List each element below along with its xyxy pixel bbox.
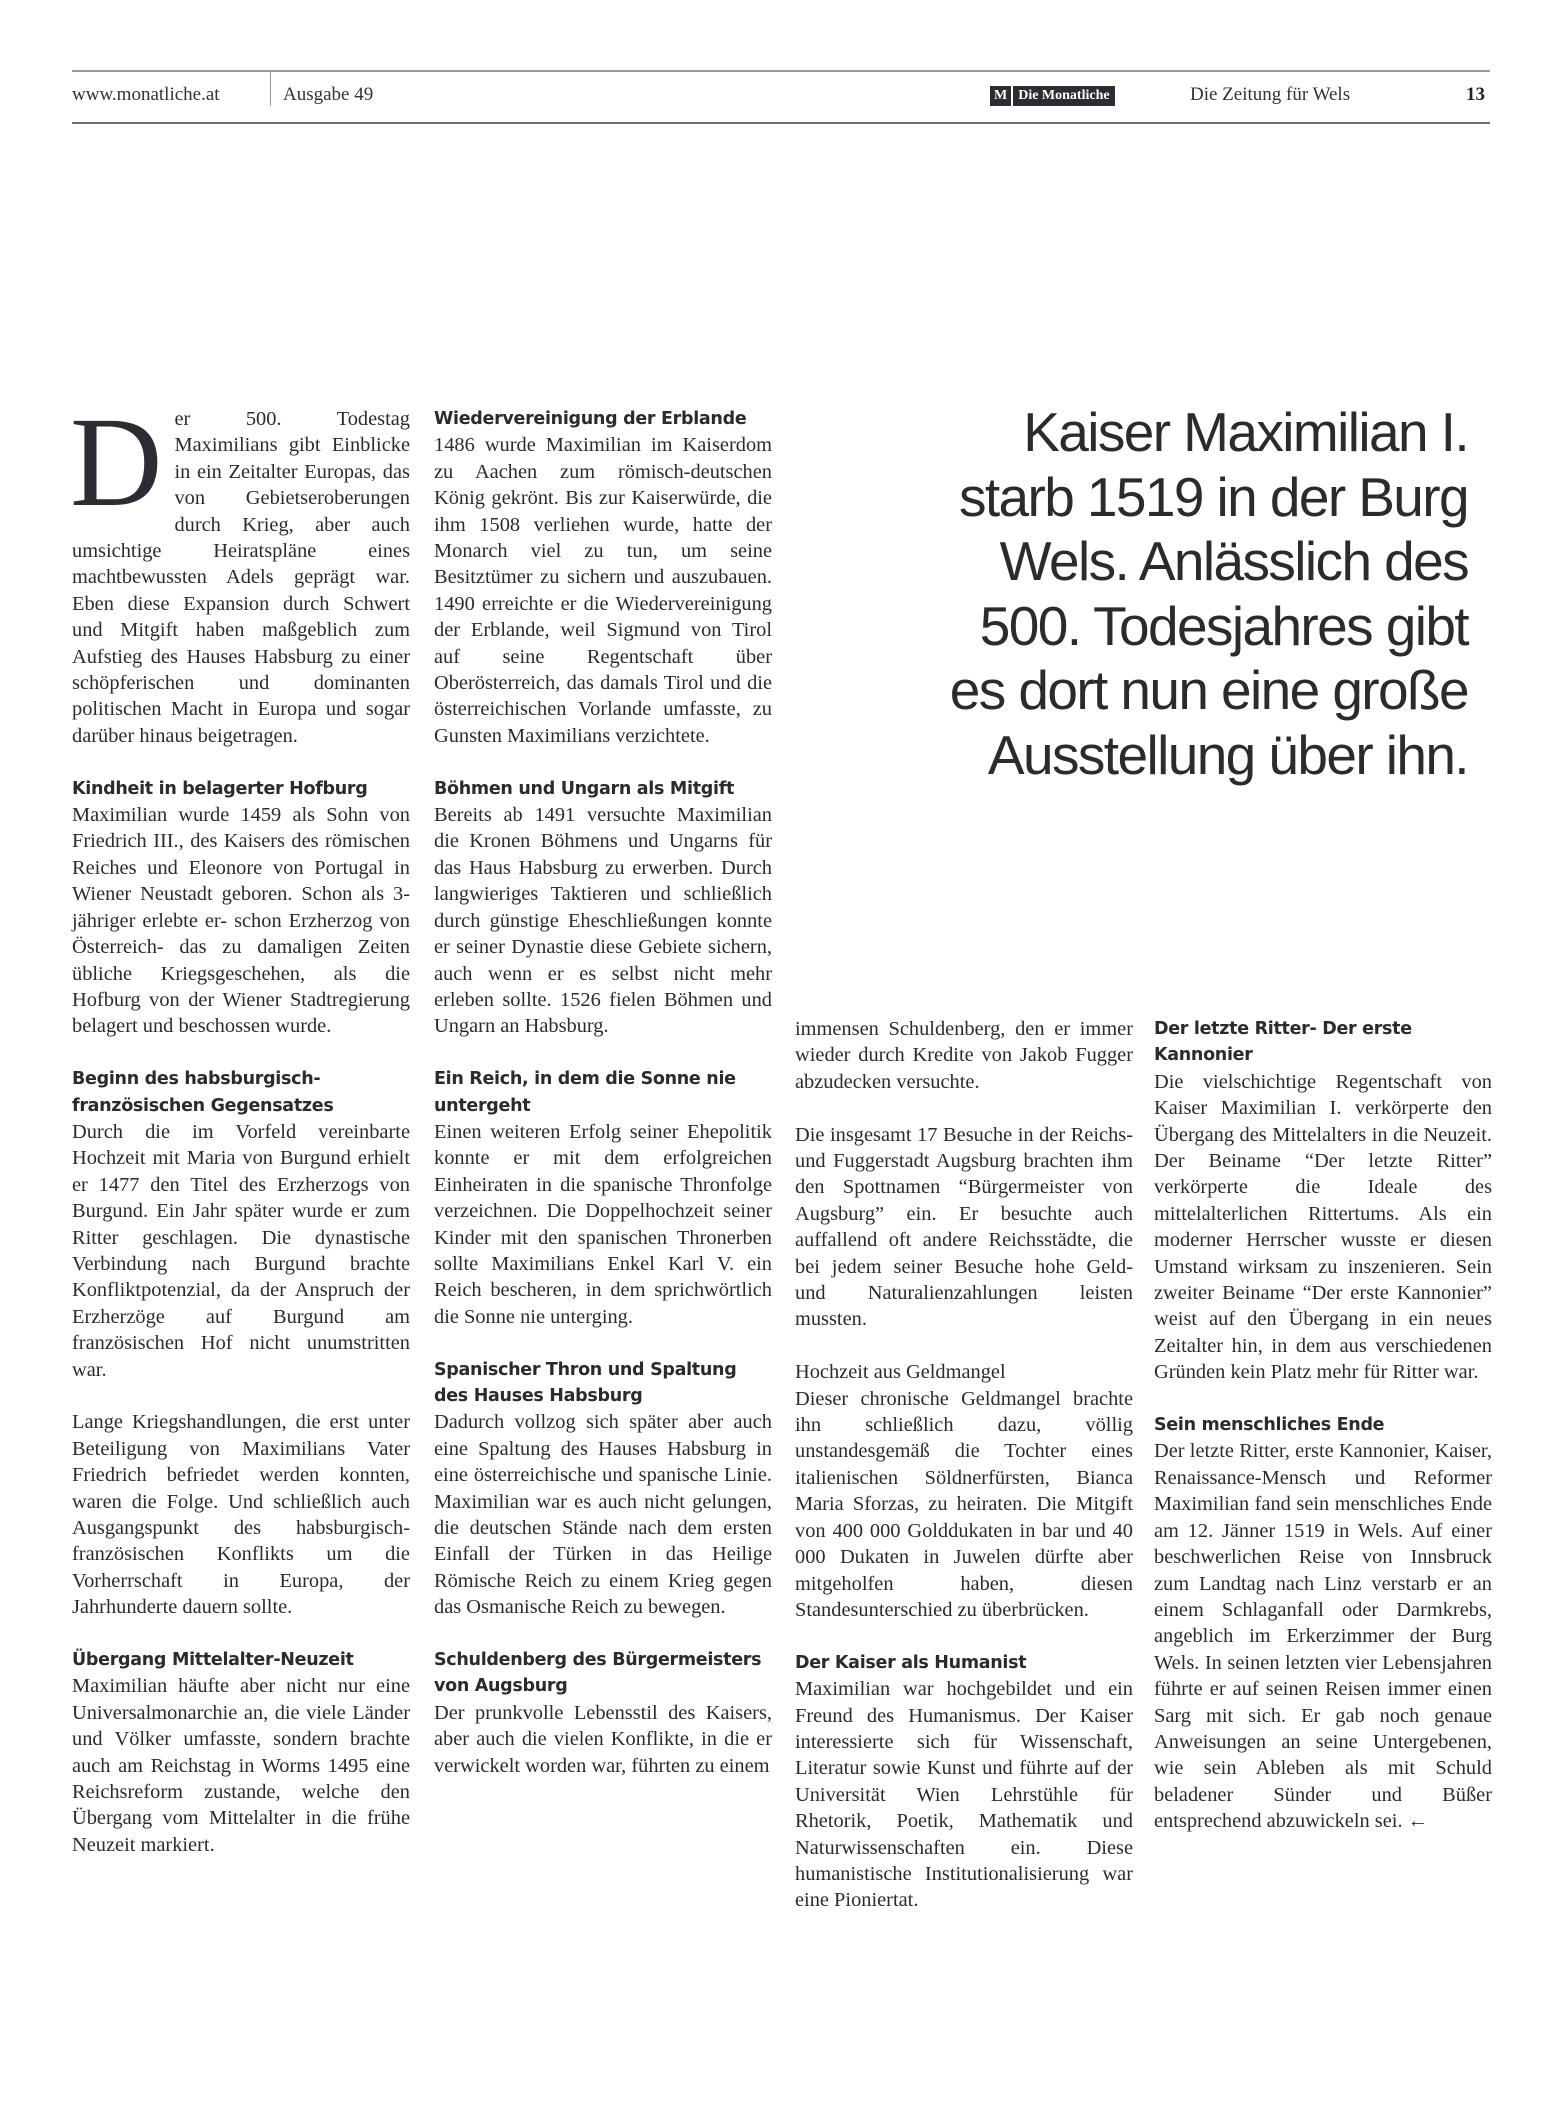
header-bottom-rule bbox=[72, 122, 1490, 124]
pull-quote bbox=[800, 400, 1468, 787]
section-heading: Hochzeit aus Geldmangel bbox=[795, 1361, 1006, 1384]
section-heading: Böhmen und Ungarn als Mitgift bbox=[434, 778, 735, 799]
section-text: Einen weiteren Erfolg seiner Ehepolitik konnte er mit dem erfolgreichen Einheiraten in die spanische Thronfolge verzeichnen. Die Doppelhochzeit seiner Kinder mit den spanischen Thronerben sollte Maximilians Enkel Karl V. ein Reich bescheren, in dem sprichwörtlich die Sonne nie unterging. bbox=[434, 1120, 772, 1328]
section-heading: Übergang Mittelalter-Neuzeit bbox=[72, 1650, 354, 1671]
issue-number: Ausgabe 49 bbox=[283, 84, 374, 105]
article-column-2 bbox=[434, 406, 772, 1779]
section-text: Maximilian häufte aber nicht nur eine Universalmonarchie an, die viele Länder und Völker umfasste, sondern brachte auch am Reichstag in Worms 1495 eine Reichsreform zustande, welche den Übergang vom Mittelalter in die frühe Neuzeit markiert. bbox=[72, 1675, 410, 1856]
drop-cap: D bbox=[70, 391, 163, 533]
article-column-3 bbox=[795, 1016, 1133, 1914]
intro-paragraph bbox=[70, 391, 410, 749]
section-heading: Ein Reich, in dem die Sonne nie untergeht bbox=[434, 1069, 736, 1116]
header-top-rule bbox=[72, 70, 1490, 72]
final-text: Der letzte Ritter, erste Kannonier, Kaiser, Renaissance-Mensch und Reformer Maximilian fand sein menschliches Ende am 12. Jänner 1519 in Wels. Auf einer beschwerlichen Reise von Innsbruck zum Landtag nach Linz verstarb er an einem Schlaganfall oder Darmkrebs, angeblich im Erkerzimmer der Burg Wels. In seinen letzten vier Lebensjahren führte er auf seinen Reisen immer einen Sarg mit sich. Er gab noch genaue Anweisungen an seine Untergebenen, wie sein Ableben als mit Schuld beladener Sünder und Büßer entsprechend abzuwickeln sei. bbox=[1154, 1440, 1492, 1833]
section-heading: Der Kaiser als Humanist bbox=[795, 1652, 1027, 1673]
header-divider bbox=[270, 72, 271, 106]
section-text: Dieser chronische Geldmangel brachte ihn schließlich dazu, völlig unstandesgemäß die Tochter eines italienischen Söldnerfürsten, Bianca Maria Sforzas, zu heiraten. Die Mitgift von 400 000 Golddukaten in bar und 40 000 Dukaten in Juwelen dürfte aber mitgeholfen haben, diesen Standesunterschied zu überbrücken. bbox=[795, 1387, 1133, 1621]
pull-quote-line: Wels. Anlässlich des bbox=[999, 530, 1468, 592]
section-heading: Schuldenberg des Bürgermeisters von Augsburg bbox=[434, 1650, 762, 1697]
pull-quote-line: 500. Todesjahres gibt bbox=[979, 594, 1468, 657]
pull-quote-line: Kaiser Maximilian I. bbox=[1023, 401, 1468, 463]
section-text: Dadurch vollzog sich später aber auch eine Spaltung des Hauses Habsburg in eine österreichische und spanische Linie. Maximilian war es auch nicht gelungen, die deutschen Stände nach dem ersten Einfall der Türken in das Heilige Römische Reich zu einem Krieg gegen das Osmanische Reich zu bewegen. bbox=[434, 1411, 772, 1619]
section-heading: Spanischer Thron und Spaltung des Hauses Habsburg bbox=[434, 1359, 737, 1406]
section-text: 1486 wurde Maximilian im Kaiserdom zu Aachen zum römisch-deutschen König gekrönt. Bis zur Kaiserwürde, die ihm 1508 verliehen wurde, hatte der Monarch viel zu tun, um seine Besitztümer zu sichern und auszubauen. 1490 erreichte er die Wiedervereinigung der Erblande, weil Sigmund von Tirol auf seine Regentschaft über Oberösterreich, das damals Tirol und die österreichischen Vorlande umfasste, zu Gunsten Maximilians verzichtete. bbox=[434, 434, 772, 747]
section-heading: Beginn des habsburgisch-französischen Gegensatzes bbox=[72, 1069, 334, 1116]
pull-quote-line: es dort nun eine große bbox=[949, 659, 1468, 721]
section-heading: Kindheit in belagerter Hofburg bbox=[72, 778, 368, 799]
publication-logo bbox=[990, 86, 1115, 106]
pull-quote-line: Ausstellung über ihn. bbox=[987, 723, 1468, 786]
section-text: Die insgesamt 17 Besuche in der Reichs- und Fuggerstadt Augsburg brachten ihm den Spottnamen “Bürgermeister von Augsburg” ein. Er besuchte auch auffallend oft andere Reichsstädte, die bei jedem seiner Besuche hohe Geld- und Naturalienzahlungen leisten mussten. bbox=[795, 1123, 1133, 1331]
section-text: Die vielschichtige Regentschaft von Kaiser Maximilian I. verkörperte den Übergang des Mittelalters in die Neuzeit. Der Beiname “Der letzte Ritter” verkörperte die Ideale des mittelalterlichen Rittertums. Als ein moderner Herrscher wusste er diesen Umstand wirksam zu inszenieren. Sein zweiter Beiname “Der erste Kannonier” weist auf den Übergang in ein neues Zeitalter hin, in dem aus verschiedenen Gründen kein Platz mehr für Ritter war. bbox=[1154, 1070, 1492, 1384]
section-text: Lange Kriegshandlungen, die erst unter Beteiligung von Maximilians Vater Friedrich befriedet werden konnten, waren die Folge. Und schließlich auch Ausgangspunkt des habsburgisch-französischen Konflikts um die Vorherrschaft in Europa, der Jahrhunderte dauern sollte. bbox=[72, 1411, 410, 1619]
section-text: Der prunkvolle Lebensstil des Kaisers, aber auch die vielen Konflikte, in die er verwickelt worden war, führten zu einem bbox=[434, 1701, 772, 1777]
article-column-4 bbox=[1154, 1016, 1492, 1835]
logo-name: Die Monatliche bbox=[1018, 88, 1110, 103]
website-link[interactable]: www.monatliche.at bbox=[72, 84, 220, 105]
section-heading: Wiedervereinigung der Erblande bbox=[434, 409, 747, 429]
intro-text: er 500. Todestag Maximilians gibt Einblicke in ein Zeitalter Europas, das von Gebietseroberungen durch Krieg, aber auch umsichtige Heiratspläne eines machtbewussten Adels geprägt war. Eben diese Expansion durch Schwert und Mitgift haben maßgeblich zum Aufstieg des Hauses Habsburg zu einer schöpferischen und dominanten politischen Macht in Europa und sogar darüber hinaus beigetragen. bbox=[72, 408, 410, 747]
section-heading: Sein menschliches Ende bbox=[1154, 1415, 1385, 1436]
section-text bbox=[1154, 1438, 1492, 1834]
section-heading: Der letzte Ritter- Der erste Kannonier bbox=[1154, 1019, 1412, 1066]
section-text: Maximilian wurde 1459 als Sohn von Friedrich III., des Kaisers des römischen Reiches und Eleonore von Portugal in Wiener Neustadt geboren. Schon als 3-jähriger erlebte er- schon Erzherzog von Österreich- das zu damaligen Zeiten übliche Kriegsgeschehen, als die Hofburg von der Wiener Stadtregierung belagert und beschossen wurde. bbox=[72, 804, 410, 1038]
tagline: Die Zeitung für Wels bbox=[1190, 84, 1351, 105]
end-mark-arrow-icon: ← bbox=[1407, 1810, 1429, 1833]
article-column-1 bbox=[70, 391, 410, 1858]
section-text: Bereits ab 1491 versuchte Maximilian die Kronen Böhmens und Ungarns für das Haus Habsburg zu erwerben. Durch langwieriges Taktieren und schließlich durch günstige Eheschließungen konnte er seiner Dynastie diese Gebiete sichern, auch wenn er es selbst nicht mehr erleben sollte. 1526 fielen Böhmen und Ungarn an Habsburg. bbox=[434, 804, 772, 1038]
page-number: 13 bbox=[1466, 84, 1485, 105]
section-text: immensen Schuldenberg, den er immer wieder durch Kredite von Jakob Fugger abzudecken versuchte. bbox=[795, 1018, 1133, 1093]
section-text: Maximilian war hochgebildet und ein Freund des Humanismus. Der Kaiser interessierte sich für Wissenschaft, Literatur sowie Kunst und führte auf der Universität Wien Lehrstühle für Rhetorik, Poetik, Mathematik und Naturwissenschaften ein. Diese humanistische Institutionalisierung war eine Pioniertat. bbox=[795, 1678, 1133, 1912]
logo-m: M bbox=[990, 86, 1013, 106]
section-text: Durch die im Vorfeld vereinbarte Hochzeit mit Maria von Burgund erhielt er 1477 den Titel des Erzherzogs von Burgund. Ein Jahr später wurde er zum Ritter geschlagen. Die dynastische Verbindung nach Burgund brachte Konfliktpotenzial, da der Anspruch der Erzherzöge auf Burgund am französischen Hof nicht unumstritten war. bbox=[72, 1120, 410, 1381]
pull-quote-line: starb 1519 in der Burg bbox=[958, 465, 1468, 528]
